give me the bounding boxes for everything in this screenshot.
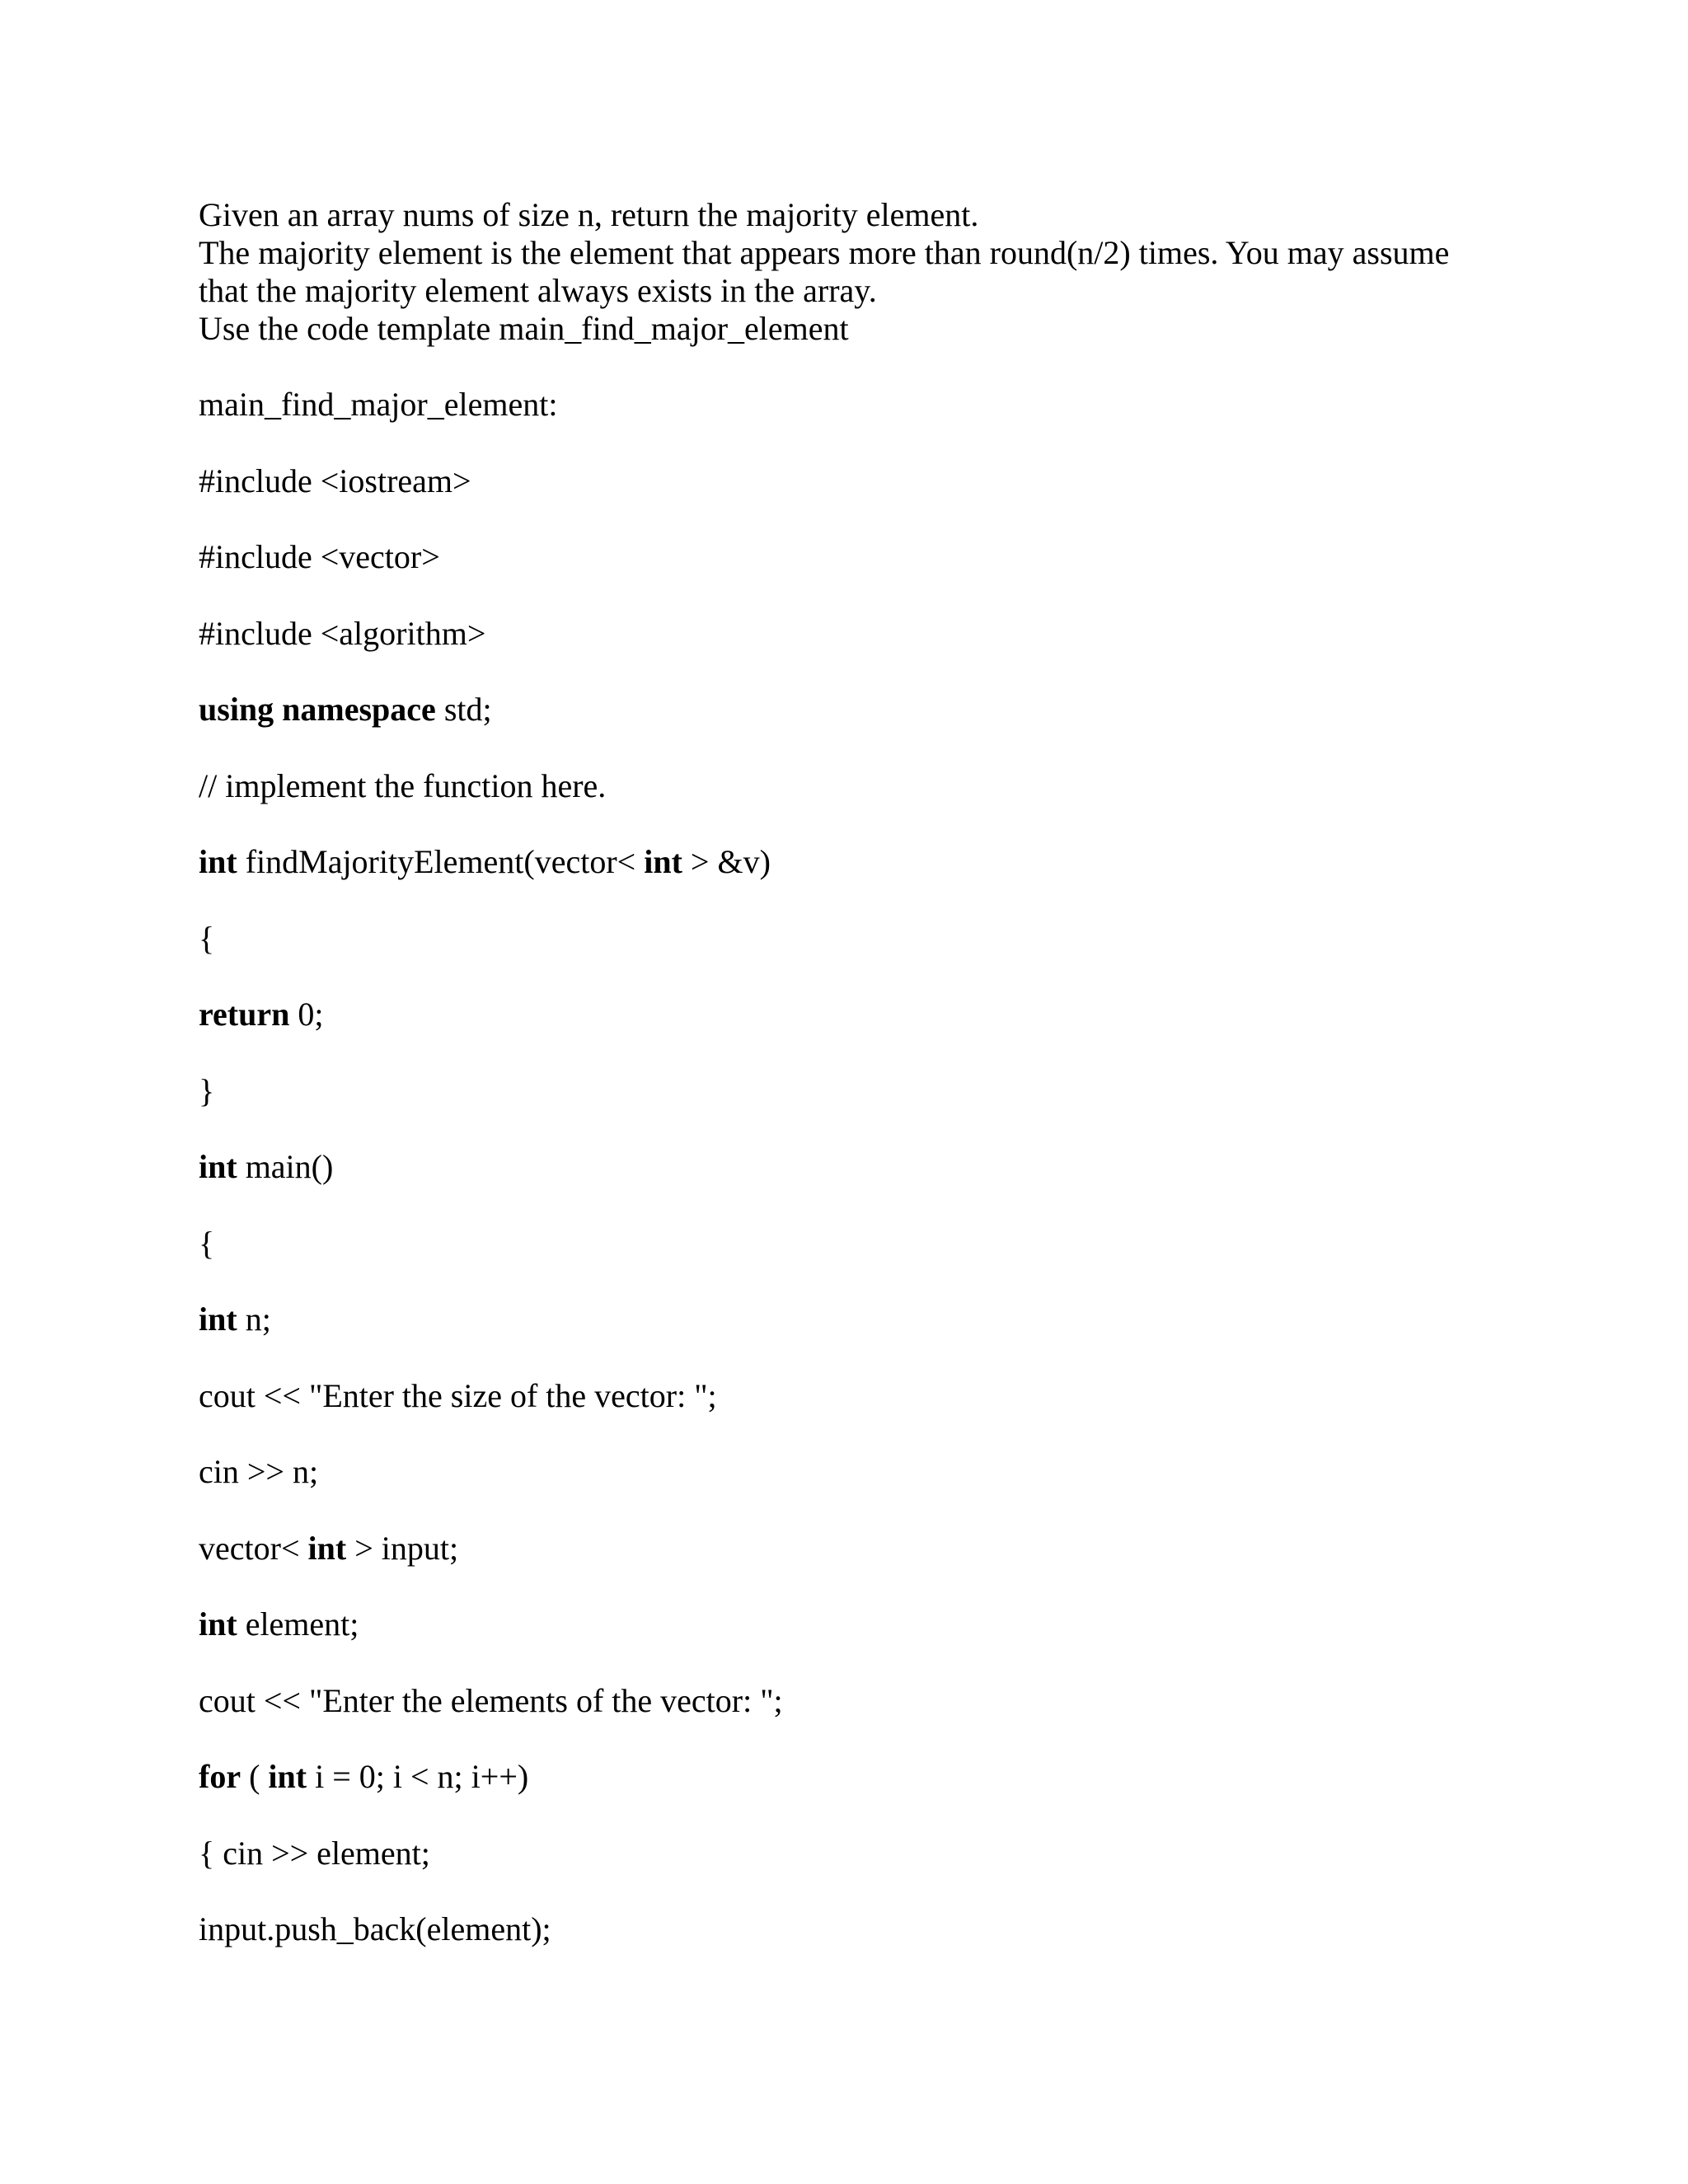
keyword: return [199,996,290,1033]
code-text: i = 0; i < n; i++) [307,1758,529,1795]
loop-body-line: { cin >> element; [199,1834,430,1872]
problem-line-4: Use the code template main_find_major_element [199,310,849,347]
problem-line-3: that the majority element always exists in the array. [199,272,877,309]
code-text: n; [237,1301,271,1338]
keyword: int [307,1529,347,1567]
include-iostream: #include <iostream> [199,462,471,499]
vector-declaration [199,1530,1517,1606]
keyword: int [644,843,682,880]
open-brace: { [199,1224,215,1262]
include-algorithm: #include <algorithm> [199,614,486,652]
code-text: > input; [346,1529,459,1567]
return-line [199,996,1517,1072]
code-text: ( [241,1758,269,1795]
comment-line: // implement the function here. [199,766,607,804]
keyword: int [199,1148,237,1185]
cout-size-line: cout << "Enter the size of the vector: "; [199,1376,717,1414]
cin-n-line: cin >> n; [199,1453,319,1490]
declare-n-line [199,1301,1517,1377]
code-text: findMajorityElement(vector< [237,843,645,880]
cout-elements-line: cout << "Enter the elements of the vector: "; [199,1681,783,1719]
function-signature [199,843,1517,920]
main-signature [199,1148,1517,1225]
code-text: std; [435,691,492,728]
problem-line-1: Given an array nums of size n, return the majority element. [199,196,979,233]
using-namespace-line [199,691,1517,767]
keyword: int [199,1605,237,1643]
code-text: > &v) [682,843,771,880]
keyword: int [199,843,237,880]
keyword: int [199,1301,237,1338]
code-text: main() [237,1148,334,1185]
declare-element-line [199,1605,1517,1682]
code-text: 0; [289,996,324,1033]
code-text: element; [237,1605,359,1643]
keyword: for [199,1758,241,1795]
close-brace: } [199,1071,215,1109]
push-back-line: input.push_back(element); [199,1910,551,1947]
problem-statement [199,196,1517,348]
code-template [199,386,1517,1987]
code-text: vector< [199,1529,308,1567]
open-brace: { [199,919,215,957]
template-heading: main_find_major_element: [199,386,558,423]
keyword: int [268,1758,307,1795]
problem-line-2: The majority element is the element that appears more than round(n/2) times. You may assume [199,234,1450,271]
keyword: using namespace [199,691,436,728]
include-vector: #include <vector> [199,538,440,575]
for-loop-line [199,1758,1517,1835]
